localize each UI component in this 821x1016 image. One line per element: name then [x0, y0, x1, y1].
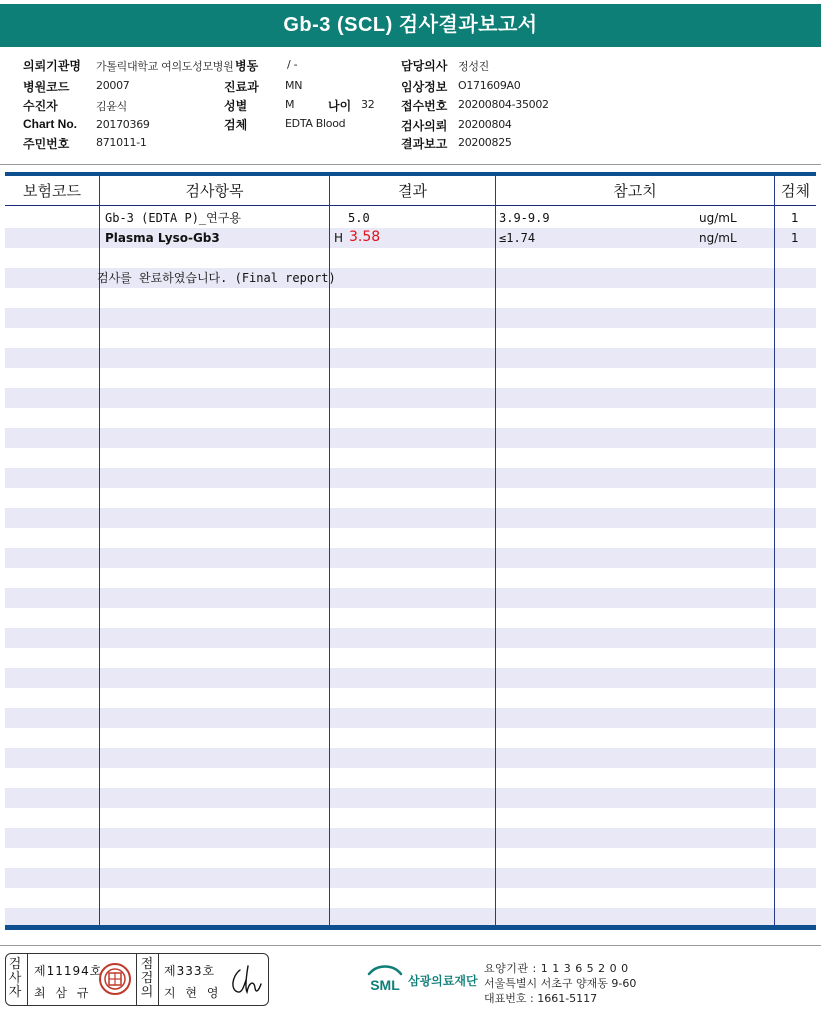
specimen-label: 검체	[224, 118, 248, 132]
signbox-divider	[27, 954, 28, 1005]
chart-no-label: Chart No.	[23, 117, 77, 131]
doctor-value: 정성진	[458, 60, 489, 73]
specimen-value: EDTA Blood	[285, 117, 346, 130]
header-specimen: 검체	[781, 182, 810, 200]
clinical-info-label: 임상정보	[401, 80, 448, 94]
patient-info	[0, 50, 821, 162]
table-row-item: Gb-3 (EDTA P)_연구용	[105, 211, 241, 225]
sml-logo-icon	[365, 960, 405, 1000]
dept-label: 진료과	[224, 80, 259, 94]
column-divider	[99, 176, 100, 925]
doctor-label: 담당의사	[401, 59, 448, 73]
column-divider	[495, 176, 496, 925]
signature-icon	[226, 960, 266, 1000]
resident-no-value: 871011-1	[96, 136, 147, 149]
tester-name: 최 삼 규	[34, 986, 92, 1000]
org-address: 서울특별시 서초구 양재동 9-60	[484, 977, 637, 990]
hospital-value: 가톨릭대학교 여의도성모병원	[96, 60, 234, 73]
signature-box	[5, 953, 269, 1006]
hospital-label: 의뢰기관명	[23, 59, 81, 73]
dept-value: MN	[285, 79, 303, 92]
sex-label: 성별	[224, 99, 248, 113]
table-row-unit: ug/mL	[699, 211, 737, 225]
title-banner	[0, 4, 821, 47]
table-row-specimen: 1	[791, 231, 799, 245]
final-report-note: 검사를 완료하였습니다. (Final report)	[97, 271, 336, 285]
table-row-reference: 3.9-9.9	[499, 211, 550, 225]
signbox-divider	[158, 954, 159, 1005]
patient-label: 수진자	[23, 99, 58, 113]
ward-value: / -	[287, 58, 298, 71]
header-divider	[0, 164, 821, 165]
table-top-bar	[5, 172, 816, 176]
reviewer-label-text: 점검의	[140, 957, 154, 1000]
org-name: 삼광의료재단	[408, 974, 478, 988]
high-flag: H	[334, 231, 344, 245]
resident-no-label: 주민번호	[23, 137, 70, 151]
row-stripes	[5, 228, 816, 925]
table-row-item: Plasma Lyso-Gb3	[105, 231, 220, 245]
table-header-line	[5, 205, 816, 206]
seal-icon	[98, 962, 132, 996]
column-divider	[774, 176, 775, 925]
request-date-label: 검사의뢰	[401, 119, 448, 133]
header-reference: 참고치	[613, 182, 657, 200]
reviewer-name: 지 현 영	[164, 986, 222, 1000]
patient-value: 김윤식	[96, 100, 127, 113]
column-divider	[329, 176, 330, 925]
sex-value: M	[285, 98, 295, 111]
report-date-label: 결과보고	[401, 137, 448, 151]
chart-no-value: 20170369	[96, 118, 150, 131]
header-result: 결과	[398, 182, 427, 200]
header-insurance-code: 보험코드	[23, 182, 81, 200]
tester-label-text: 검사자	[8, 957, 22, 1000]
reviewer-label	[140, 958, 156, 1000]
results-table	[5, 172, 816, 932]
clinical-info-value: O171609A0	[458, 79, 521, 92]
table-bottom-bar	[5, 925, 816, 930]
receipt-no-label: 접수번호	[401, 99, 448, 113]
footer-divider	[0, 945, 821, 946]
tester-license-no: 제11194호	[34, 964, 103, 978]
table-row-result: 5.0	[348, 211, 370, 225]
table-row-specimen: 1	[791, 211, 799, 225]
report-title: Gb-3 (SCL) 검사결과보고서	[283, 14, 538, 36]
header-test-item: 검사항목	[185, 182, 244, 200]
ward-label: 병동	[235, 59, 259, 73]
table-row-result-high: 3.58	[349, 229, 381, 245]
signbox-divider	[136, 954, 137, 1005]
table-row-reference: ≤1.74	[499, 231, 536, 245]
reviewer-license-no: 제333호	[164, 964, 216, 978]
hospital-code-label: 병원코드	[23, 80, 70, 94]
request-date-value: 20200804	[458, 118, 512, 131]
report-date-value: 20200825	[458, 136, 512, 149]
institution-code: 요양기관 : 1 1 3 6 5 2 0 0	[484, 962, 629, 975]
age-label: 나이	[328, 99, 352, 113]
age-value: 32	[361, 98, 375, 111]
logo-text: SML	[370, 977, 400, 993]
hospital-code-value: 20007	[96, 79, 130, 92]
tester-label	[8, 958, 24, 1000]
table-row-unit: ng/mL	[699, 231, 737, 245]
org-phone: 대표번호 : 1661-5117	[484, 992, 598, 1005]
receipt-no-value: 20200804-35002	[458, 98, 549, 111]
